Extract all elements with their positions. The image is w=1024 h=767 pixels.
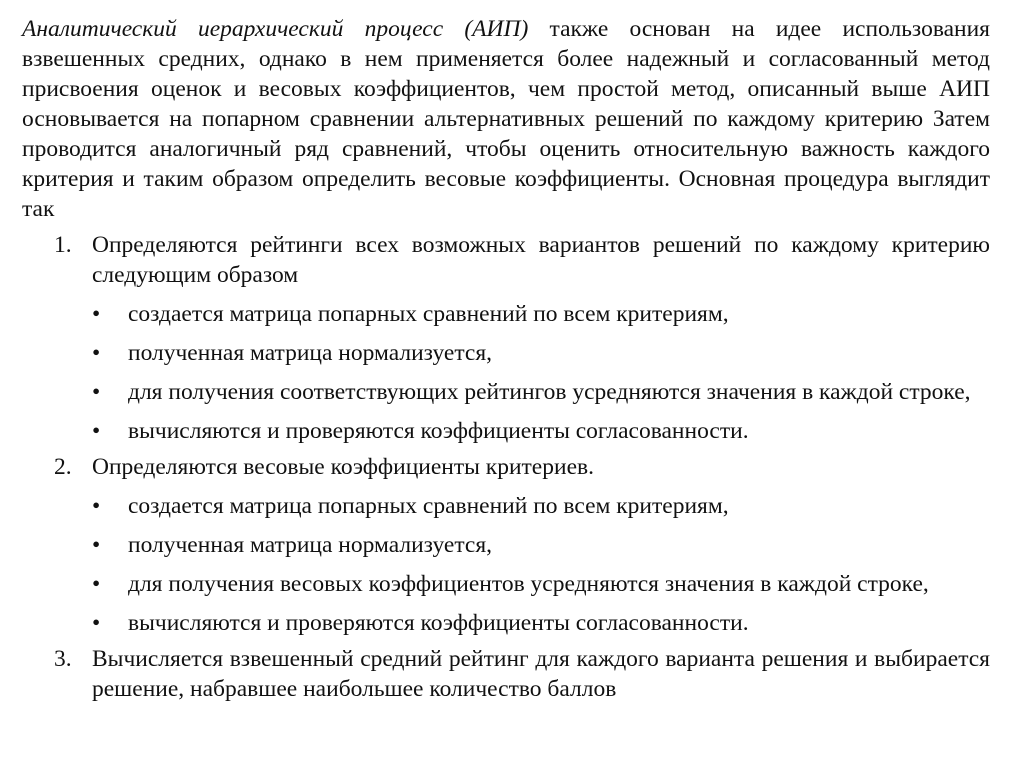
intro-paragraph [22, 14, 990, 224]
bullet-icon: • [92, 571, 101, 597]
bullet-text: вычисляются и проверяются коэффициенты согласованности. [128, 610, 749, 636]
bullet-text: для получения весовых коэффициентов усредняются значения в каждой строке, [128, 571, 929, 597]
bullet-text: для получения соответствующих рейтингов усредняются значения в каждой строке, [128, 379, 971, 405]
bullet-icon: • [92, 301, 101, 327]
procedure-step-2 [22, 452, 990, 638]
step-text: Определяются весовые коэффициенты критериев. [92, 454, 594, 480]
list-item [92, 569, 990, 599]
bullet-icon: • [92, 340, 101, 366]
step-number: 2. [54, 454, 72, 480]
intro-text: также основан на идее использования взвешенных средних, однако в нем применяется более надежный и согласованный метод присвоения оценок и весовых коэффициентов, чем простой метод, описанный выше АИП основывается на попарном сравнении альтернативных решений по каждому критерию Затем проводится аналогичный ряд сравнений, чтобы оценить относительную важность каждого критерия и таким образом определить весовые коэффициенты. Основная процедура выглядит так [22, 16, 990, 222]
list-item [92, 377, 990, 407]
bullet-icon: • [92, 379, 101, 405]
step-number: 1. [54, 232, 72, 258]
step-1-bullets [92, 299, 990, 446]
bullet-text: создается матрица попарных сравнений по всем критериям, [128, 301, 729, 327]
list-item [92, 338, 990, 368]
bullet-icon: • [92, 532, 101, 558]
step-text: Определяются рейтинги всех возможных вариантов решений по каждому критерию следующим образом [92, 232, 990, 288]
bullet-text: вычисляются и проверяются коэффициенты согласованности. [128, 418, 749, 444]
bullet-icon: • [92, 418, 101, 444]
procedure-step-3 [22, 644, 990, 704]
bullet-icon: • [92, 610, 101, 636]
list-item [92, 299, 990, 329]
bullet-text: полученная матрица нормализуется, [128, 340, 493, 366]
list-item [92, 491, 990, 521]
bullet-text: создается матрица попарных сравнений по всем критериям, [128, 493, 729, 519]
procedure-list [22, 230, 990, 704]
list-item [92, 530, 990, 560]
procedure-step-1 [22, 230, 990, 446]
bullet-icon: • [92, 493, 101, 519]
intro-italic-term: Аналитический иерархический процесс (АИП) [22, 16, 529, 42]
step-2-bullets [92, 491, 990, 638]
step-number: 3. [54, 646, 72, 672]
document-page [22, 14, 990, 704]
list-item [92, 608, 990, 638]
bullet-text: полученная матрица нормализуется, [128, 532, 493, 558]
list-item [92, 416, 990, 446]
step-text: Вычисляется взвешенный средний рейтинг для каждого варианта решения и выбирается решение, набравшее наибольшее количество баллов [92, 646, 990, 702]
